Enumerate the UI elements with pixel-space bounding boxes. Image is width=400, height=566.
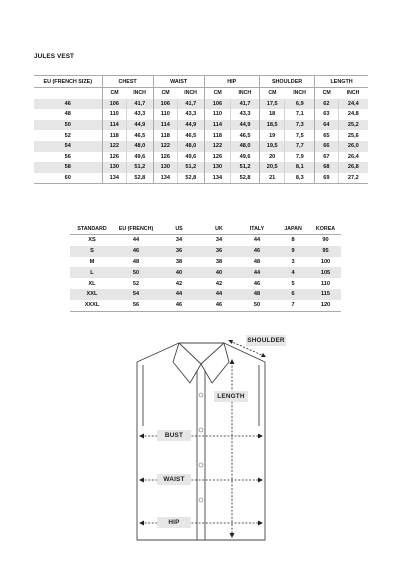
- page-title: JULES VEST: [34, 53, 75, 60]
- measure-cell: 48,0: [127, 141, 154, 152]
- measure-cell: 41,7: [127, 99, 154, 110]
- hip-label: HIP: [157, 517, 191, 528]
- measure-cell: 44,9: [231, 120, 260, 131]
- header-shoulder: SHOULDER: [259, 76, 314, 88]
- size-cell: 44: [132, 237, 140, 244]
- measure-cell: 48,0: [178, 141, 205, 152]
- size-cell: 90: [322, 237, 329, 244]
- measure-cell: 106: [153, 99, 177, 110]
- measure-cell: 130: [204, 162, 231, 173]
- measure-cell: 46,5: [178, 130, 205, 141]
- size-cell: 48: [253, 258, 261, 265]
- measure-cell: 122: [153, 141, 177, 152]
- size-cell: 95: [310, 246, 341, 257]
- size-cell: 48: [132, 258, 140, 265]
- measure-cell: 46,5: [127, 130, 154, 141]
- size-cell: 60: [34, 173, 102, 184]
- subheader-unit: INCH: [346, 90, 360, 97]
- measure-cell: 63: [315, 109, 338, 120]
- measure-cell: 130: [102, 162, 126, 173]
- size-cell: 54: [114, 289, 158, 300]
- measure-cell: 122: [102, 141, 126, 152]
- measure-cell: 7,9: [285, 152, 315, 163]
- measure-cell: 122: [204, 141, 231, 152]
- size-cell: 56: [64, 153, 71, 160]
- size-cell: 36: [200, 246, 238, 257]
- measure-cell: 7,3: [285, 120, 315, 131]
- subheader-unit: CM: [315, 88, 338, 99]
- size-cell: 4: [276, 267, 310, 278]
- measure-cell: 114: [153, 120, 177, 131]
- measure-cell: 26,0: [338, 141, 368, 152]
- standard-size-cell: XS: [88, 237, 96, 244]
- standard-size-cell: XXL: [70, 289, 114, 300]
- standard-size-cell: M: [89, 258, 95, 265]
- measure-cell: 67: [315, 152, 338, 163]
- header-cell: ITALY: [238, 224, 276, 235]
- button-icons: [199, 393, 203, 502]
- subheader-unit: CM: [153, 88, 177, 99]
- bust-label: BUST: [157, 430, 191, 441]
- measure-cell: 27,2: [338, 173, 368, 184]
- size-cell: 44: [238, 267, 276, 278]
- size-cell: 36: [158, 246, 200, 257]
- size-cell: 52: [132, 280, 140, 287]
- size-cell: 48: [238, 289, 276, 300]
- size-cell: 58: [34, 162, 102, 173]
- measure-cell: 41,7: [231, 99, 260, 110]
- measure-cell: 24,8: [338, 109, 368, 120]
- size-cell: 5: [291, 280, 295, 287]
- measure-cell: 43,3: [178, 109, 205, 120]
- size-cell: 34: [175, 237, 183, 244]
- size-cell: 40: [200, 267, 238, 278]
- header-chest: CHEST: [102, 76, 153, 88]
- measure-cell: 49,6: [231, 152, 260, 163]
- standard-size-cell: XL: [88, 280, 96, 287]
- subheader-unit: INCH: [238, 90, 252, 97]
- measure-cell: 110: [204, 109, 231, 120]
- header-cell: JAPAN: [276, 224, 310, 235]
- length-label: LENGTH: [214, 391, 248, 402]
- size-cell: 50: [114, 267, 158, 278]
- measure-cell: 118: [204, 130, 231, 141]
- measure-cell: 19,5: [259, 141, 285, 152]
- measure-cell: 7,5: [285, 130, 315, 141]
- measure-cell: 43,3: [127, 109, 154, 120]
- header-cell: STANDARD: [70, 224, 114, 235]
- measure-cell: 18: [259, 109, 285, 120]
- size-cell: 46: [253, 280, 261, 287]
- measure-cell: 114: [204, 120, 231, 131]
- measure-cell: 51,2: [178, 162, 205, 173]
- measure-cell: 19: [259, 130, 285, 141]
- size-cell: 56: [114, 300, 158, 311]
- size-cell: 48: [64, 111, 71, 118]
- measure-cell: 118: [102, 130, 126, 141]
- measure-cell: 49,6: [178, 152, 205, 163]
- measure-cell: 130: [153, 162, 177, 173]
- measure-cell: 20,5: [259, 162, 285, 173]
- measure-cell: 51,2: [231, 162, 260, 173]
- measure-cell: 66: [315, 141, 338, 152]
- measure-cell: 51,2: [127, 162, 154, 173]
- measure-cell: 25,2: [338, 120, 368, 131]
- measure-cell: 7,1: [285, 109, 315, 120]
- measure-cell: 46,5: [231, 130, 260, 141]
- measure-cell: 114: [102, 120, 126, 131]
- size-cell: 100: [320, 258, 331, 265]
- measure-cell: 20: [259, 152, 285, 163]
- waist-label: WAIST: [157, 474, 191, 485]
- measure-cell: 52,8: [231, 173, 260, 184]
- measure-cell: 8,1: [285, 162, 315, 173]
- header-cell: KOREA: [310, 224, 341, 235]
- measure-cell: 69: [315, 173, 338, 184]
- subheader-unit: CM: [259, 88, 285, 99]
- shoulder-label: SHOULDER: [247, 337, 285, 344]
- measure-cell: 44,9: [178, 120, 205, 131]
- measure-cell: 49,6: [127, 152, 154, 163]
- measure-cell: 26,4: [338, 152, 368, 163]
- size-cell: 44: [158, 289, 200, 300]
- measure-cell: 126: [102, 152, 126, 163]
- measure-cell: 134: [102, 173, 126, 184]
- measure-cell: 65: [315, 130, 338, 141]
- subheader-unit: INCH: [133, 90, 146, 97]
- measure-cell: 25,6: [338, 130, 368, 141]
- measure-cell: 110: [102, 109, 126, 120]
- measure-cell: 126: [204, 152, 231, 163]
- measure-cell: 62: [315, 99, 338, 110]
- measure-cell: 64: [315, 120, 338, 131]
- header-eu-size: EU (FRENCH SIZE): [34, 76, 102, 88]
- standard-size-cell: L: [70, 267, 114, 278]
- standard-size-cell: S: [70, 246, 114, 257]
- size-cell: 120: [310, 300, 341, 311]
- measure-cell: 106: [102, 99, 126, 110]
- size-cell: 38: [175, 258, 183, 265]
- measure-cell: 52,8: [127, 173, 154, 184]
- subheader-unit: CM: [102, 88, 126, 99]
- header-cell: EU (FRENCH): [114, 224, 158, 235]
- size-cell: 115: [310, 289, 341, 300]
- size-cell: 40: [158, 267, 200, 278]
- header-waist: WAIST: [153, 76, 204, 88]
- measure-cell: 21: [259, 173, 285, 184]
- subheader-unit: INCH: [293, 90, 306, 97]
- size-cell: 34: [215, 237, 223, 244]
- measure-cell: 48,0: [231, 141, 260, 152]
- header-cell: US: [158, 224, 200, 235]
- vest-collar: [173, 343, 229, 383]
- measure-cell: 134: [204, 173, 231, 184]
- measure-cell: 24,4: [338, 99, 368, 110]
- header-cell: UK: [200, 224, 238, 235]
- measure-cell: 126: [153, 152, 177, 163]
- size-cell: 46: [238, 246, 276, 257]
- size-cell: 38: [215, 258, 223, 265]
- measure-cell: 134: [153, 173, 177, 184]
- size-cell: 8: [291, 237, 295, 244]
- measure-cell: 41,7: [178, 99, 205, 110]
- measure-cell: 52,8: [178, 173, 205, 184]
- size-cell: 9: [276, 246, 310, 257]
- size-cell: 42: [215, 280, 223, 287]
- subheader-unit: CM: [204, 88, 231, 99]
- measure-cell: 118: [153, 130, 177, 141]
- size-cell: 46: [200, 300, 238, 311]
- measure-cell: 110: [153, 109, 177, 120]
- measure-cell: 68: [315, 162, 338, 173]
- size-cell: 52: [64, 132, 71, 139]
- size-cell: 46: [34, 99, 102, 110]
- size-cell: 44: [200, 289, 238, 300]
- size-cell: 46: [114, 246, 158, 257]
- size-cell: 42: [175, 280, 183, 287]
- measure-cell: 7,7: [285, 141, 315, 152]
- size-cell: 6: [276, 289, 310, 300]
- header-hip: HIP: [204, 76, 259, 88]
- measure-cell: 43,3: [231, 109, 260, 120]
- measure-cell: 26,8: [338, 162, 368, 173]
- size-cell: 110: [320, 280, 331, 287]
- size-cell: 54: [34, 141, 102, 152]
- size-cell: 7: [276, 300, 310, 311]
- size-cell: 50: [238, 300, 276, 311]
- standard-size-cell: XXXL: [70, 300, 114, 311]
- measure-cell: 106: [204, 99, 231, 110]
- size-cell: 44: [253, 237, 261, 244]
- size-cell: 105: [310, 267, 341, 278]
- size-cell: 46: [158, 300, 200, 311]
- measure-cell: 6,9: [285, 99, 315, 110]
- measure-cell: 8,3: [285, 173, 315, 184]
- size-cell: 3: [291, 258, 295, 265]
- measure-cell: 44,9: [127, 120, 154, 131]
- measure-cell: 18,5: [259, 120, 285, 131]
- header-length: LENGTH: [315, 76, 368, 88]
- vest-outline: [137, 343, 265, 540]
- subheader-unit: INCH: [184, 90, 197, 97]
- measure-cell: 17,5: [259, 99, 285, 110]
- size-cell: 50: [34, 120, 102, 131]
